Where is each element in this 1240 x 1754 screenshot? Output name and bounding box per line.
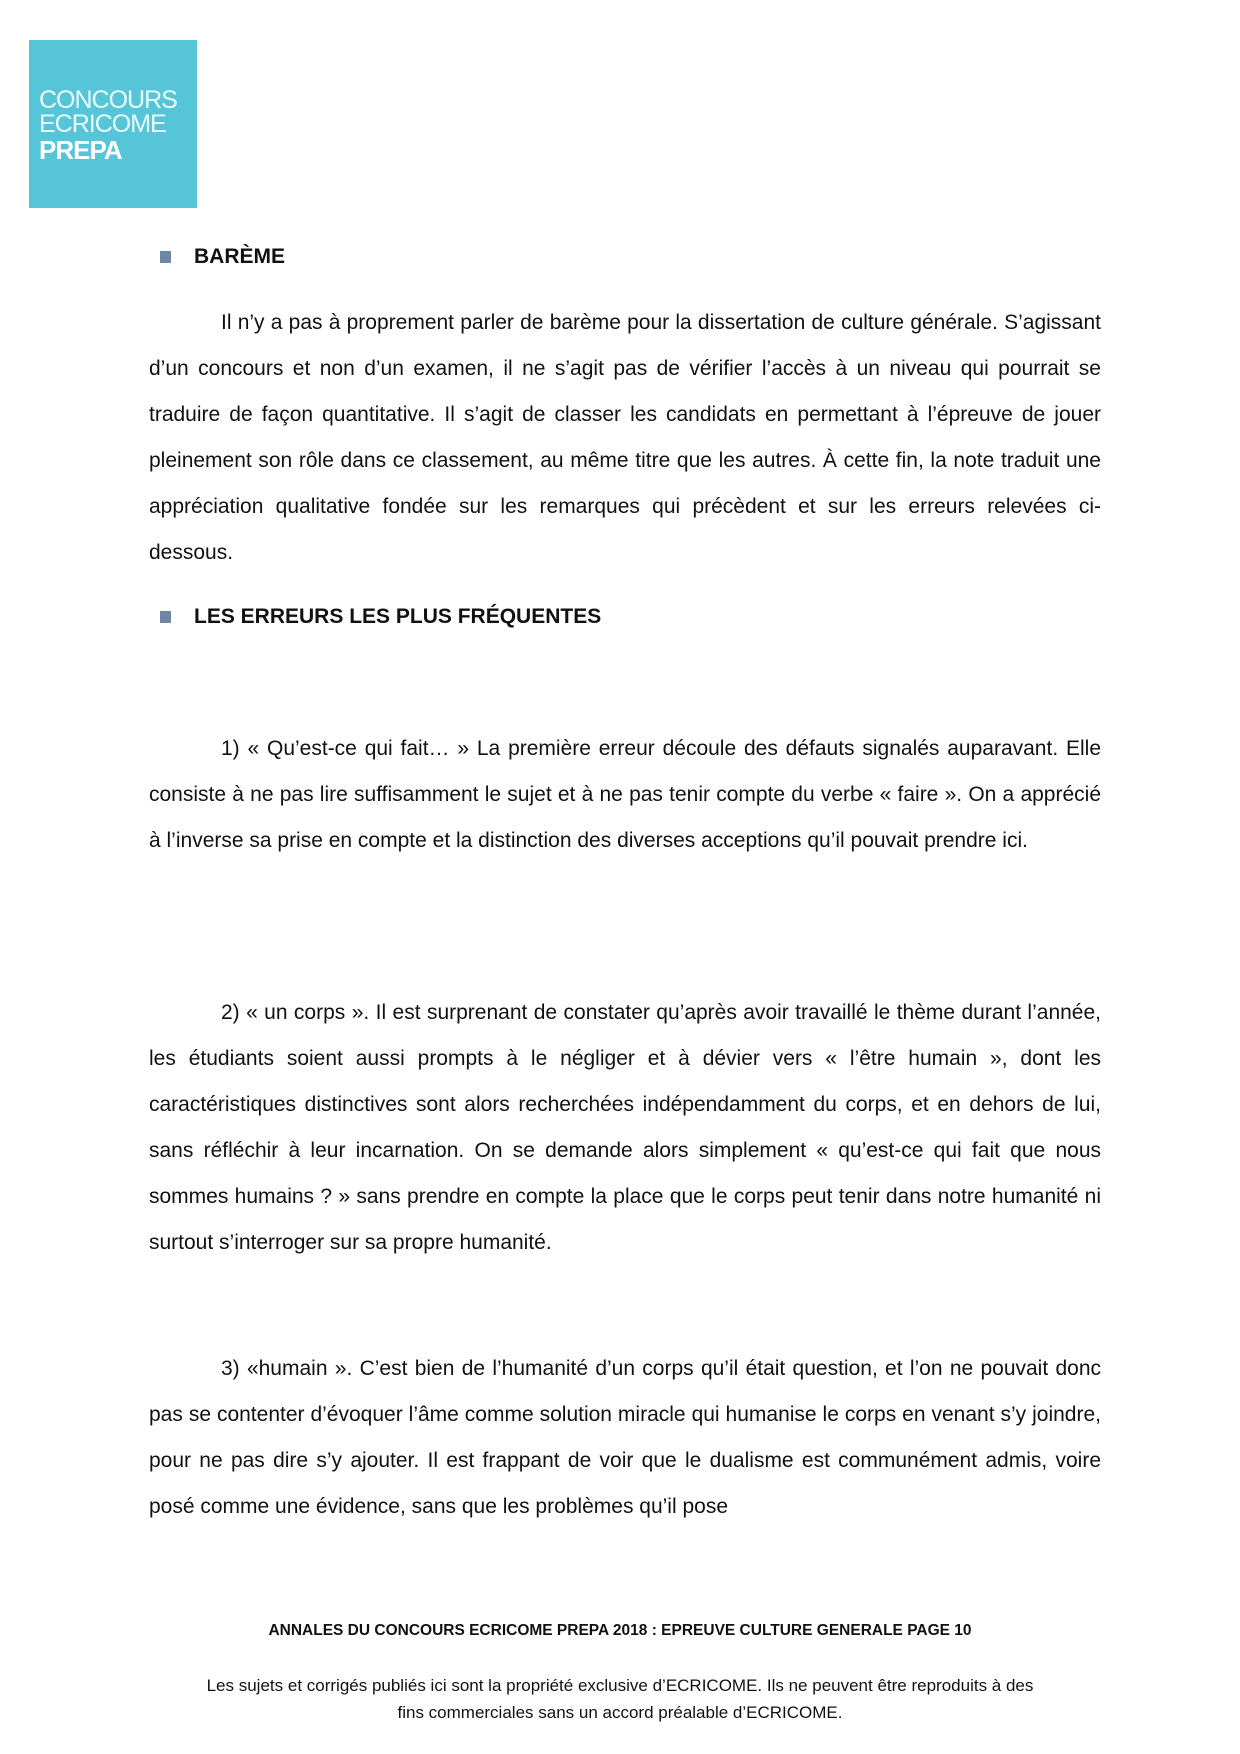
logo-line-ecricome: ECRICOME xyxy=(39,110,166,138)
erreur-text-3: 3) «humain ». C’est bien de l’humanité d’un corps qu’il était question, et l’on ne pouvait donc pas se contenter d’évoquer l’âme comme solution miracle qui humanise le corps en venant s’y joindre, pour ne pas dire s’y ajouter. Il est frappant de voir que le dualisme est communément admis, voire posé comme une évidence, sans que les problèmes qu’il pose xyxy=(149,1357,1101,1518)
erreur-text-2: 2) « un corps ». Il est surprenant de constater qu’après avoir travaillé le thème durant l’année, les étudiants soient aussi prompts à le négliger et à dévier vers « l’être humain », dont les caractéristiques distinctives sont alors recherchées indépendamment du corps, et en dehors de lui, sans réfléchir à leur incarnation. On se demande alors simplement « qu’est-ce qui fait que nous sommes humains ? » sans prendre en compte la place que le corps peut tenir dans notre humanité ni surtout s’interroger sur sa propre humanité. xyxy=(149,1001,1101,1254)
erreur-item-3 xyxy=(149,1346,1101,1530)
square-bullet-icon xyxy=(160,251,171,263)
bareme-heading-text: BARÈME xyxy=(194,245,286,268)
erreurs-heading-text: LES ERREURS LES PLUS FRÉQUENTES xyxy=(194,605,602,628)
erreur-item-1 xyxy=(149,726,1101,864)
bareme-paragraph xyxy=(149,300,1101,576)
footer-note-line-1: Les sujets et corrigés publiés ici sont la propriété exclusive d’ECRICOME. Ils ne peuvent être reproduits à des xyxy=(206,1676,1034,1695)
logo-line-concours: CONCOURS xyxy=(39,86,177,114)
ecricome-logo xyxy=(29,40,197,208)
footer-note-line-2: fins commerciales sans un accord préalable d’ECRICOME. xyxy=(397,1703,843,1722)
logo-line-prepa: PREPA xyxy=(39,135,122,165)
erreur-item-2 xyxy=(149,990,1101,1266)
bareme-text: Il n’y a pas à proprement parler de barème pour la dissertation de culture générale. S’agissant d’un concours et non d’un examen, il ne s’agit pas de vérifier l’accès à un niveau qui pourrait se traduire de façon quantitative. Il s’agit de classer les candidats en permettant à l’épreuve de jouer pleinement son rôle dans ce classement, au même titre que les autres. À cette fin, la note traduit une appréciation qualitative fondée sur les remarques qui précèdent et sur les erreurs relevées ci-dessous. xyxy=(149,311,1101,564)
footer-title: ANNALES DU CONCOURS ECRICOME PREPA 2018 : EPREUVE CULTURE GENERALE PAGE 10 xyxy=(268,1622,972,1639)
footer-copyright-note xyxy=(150,1672,1090,1726)
square-bullet-icon xyxy=(160,611,171,623)
erreur-text-1: 1) « Qu’est-ce qui fait… » La première erreur découle des défauts signalés auparavant. Elle consiste à ne pas lire suffisamment le sujet et à ne pas tenir compte du verbe « faire ». On a apprécié à l’inverse sa prise en compte et la distinction des diverses acceptions qu’il pouvait prendre ici. xyxy=(149,737,1101,852)
